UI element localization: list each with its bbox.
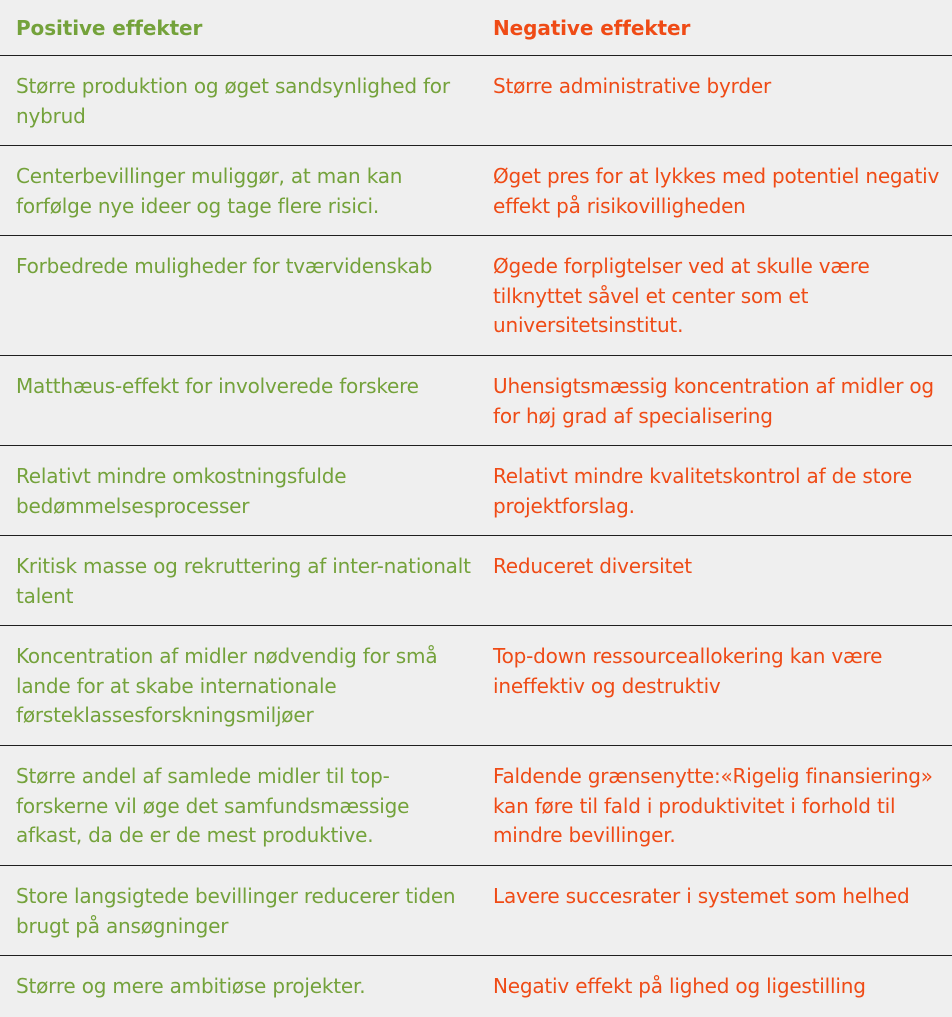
header-positive: Positive effekter (16, 15, 203, 40)
table-row (0, 146, 952, 236)
negative-cell: Større administrative byrder (493, 74, 771, 98)
table-row (0, 956, 952, 1007)
table-row (0, 356, 952, 446)
table-header (0, 0, 952, 56)
positive-cell: Relativt mindre omkostningsfulde bedømmelsesprocesser (16, 464, 347, 518)
header-negative: Negative effekter (493, 15, 691, 40)
positive-cell: Større andel af samlede midler til top-forskerne vil øge det samfundsmæssige afkast, da de er de mest produktive. (16, 764, 410, 847)
negative-cell: Negativ effekt på lighed og ligestilling (493, 974, 866, 998)
positive-cell: Store langsigtede bevillinger reducerer tiden brugt på ansøgninger (16, 884, 456, 938)
positive-cell: Kritisk masse og rekruttering af inter-nationalt talent (16, 554, 471, 608)
negative-cell: Lavere succesrater i systemet som helhed (493, 884, 910, 908)
negative-cell: Relativt mindre kvalitetskontrol af de store projektforslag. (493, 464, 912, 518)
table-row (0, 626, 952, 746)
negative-cell: Reduceret diversitet (493, 554, 692, 578)
positive-cell: Større og mere ambitiøse projekter. (16, 974, 366, 998)
negative-cell: Faldende grænsenytte:«Rigelig finansiering» kan føre til fald i produktivitet i forhold til mindre bevillinger. (493, 764, 933, 847)
negative-cell: Uhensigtsmæssig koncentration af midler og for høj grad af specialisering (493, 374, 934, 428)
table-row (0, 866, 952, 956)
table-row (0, 746, 952, 866)
positive-cell: Forbedrede muligheder for tværvidenskab (16, 254, 433, 278)
table-row (0, 536, 952, 626)
table-row (0, 236, 952, 356)
positive-cell: Matthæus-effekt for involverede forskere (16, 374, 419, 398)
table-row (0, 446, 952, 536)
negative-cell: Øgede forpligtelser ved at skulle være tilknyttet såvel et center som et universitetsinstitut. (493, 254, 870, 337)
positive-cell: Større produktion og øget sandsynlighed for nybrud (16, 74, 450, 128)
negative-cell: Øget pres for at lykkes med potentiel negativ effekt på risikovilligheden (493, 164, 940, 218)
table-row (0, 56, 952, 146)
positive-cell: Koncentration af midler nødvendig for små lande for at skabe internationale førsteklassesforskningsmiljøer (16, 644, 438, 727)
positive-cell: Centerbevillinger muliggør, at man kan forfølge nye ideer og tage flere risici. (16, 164, 403, 218)
negative-cell: Top-down ressourceallokering kan være ineffektiv og destruktiv (493, 644, 883, 698)
